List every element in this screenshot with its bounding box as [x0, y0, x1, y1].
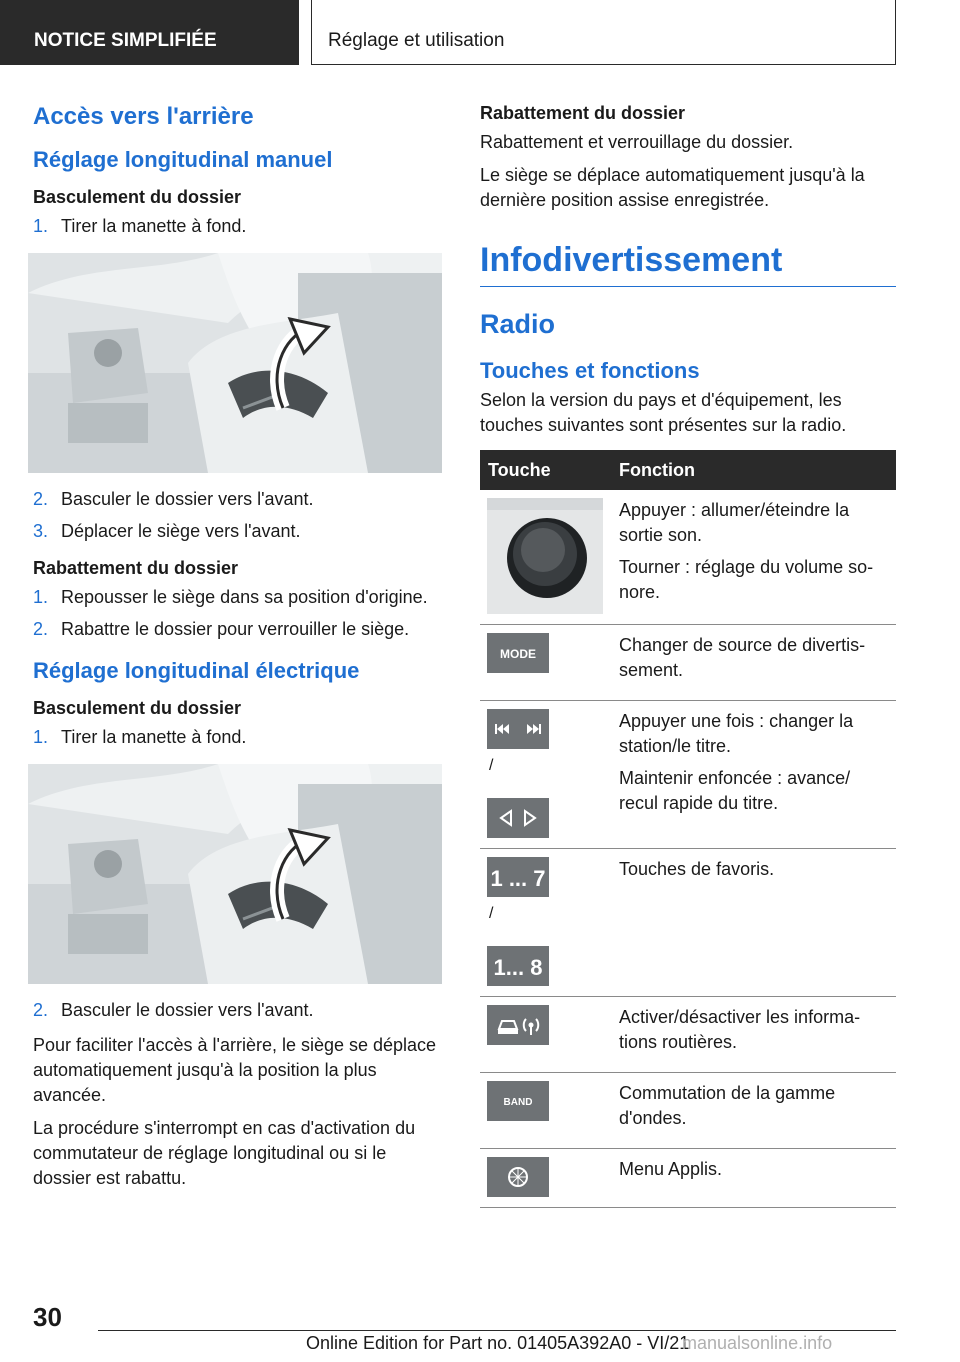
- table-header-row: [480, 450, 896, 490]
- apps-menu-icon: [487, 1157, 549, 1197]
- arrow-buttons-icon: [487, 798, 549, 838]
- table-row: [480, 1073, 896, 1149]
- list-item: 1. Tirer la manette à fond.: [33, 727, 247, 747]
- separator: /: [489, 757, 494, 774]
- footer-divider: [98, 1330, 896, 1331]
- radio-title: Radio: [480, 309, 556, 339]
- volume-knob-icon: [487, 498, 603, 614]
- list-item: 1. Repousser le siège dans sa position d'origine.: [33, 587, 428, 607]
- function-text: Maintenir enfoncée : avance/ recul rapide du titre.: [619, 768, 851, 813]
- table-row: [480, 625, 896, 701]
- list-item: 3. Déplacer le siège vers l'avant.: [33, 521, 301, 541]
- mode-button-icon: [487, 633, 549, 673]
- seat-lever-photo-electric: [28, 764, 442, 984]
- list-item: 2. Basculer le dossier vers l'avant.: [33, 1000, 314, 1020]
- infotainment-title: Infodivertissement: [480, 241, 896, 287]
- favorites-8-icon: [487, 946, 549, 986]
- manual-bascule-steps: [33, 214, 445, 239]
- function-text: Commutation de la gamme d'ondes.: [619, 1083, 836, 1128]
- touches-intro: Selon la version du pays et d'équipement, les touches suivantes sont présentes sur la radio.: [480, 390, 847, 435]
- list-item: 2. Basculer le dossier vers l'avant.: [33, 489, 314, 509]
- band-button-icon: [487, 1081, 549, 1121]
- rabat-title: Rabattement du dossier: [480, 103, 686, 123]
- header-tab: NOTICE SIMPLIFIÉE: [0, 0, 299, 65]
- col-header-touche: Touche: [480, 450, 611, 490]
- function-text: Tourner : réglage du volume sonore.: [619, 557, 874, 602]
- right-column: [480, 103, 896, 1208]
- touches-title: Touches et fonctions: [480, 358, 700, 383]
- electric-bascule-steps-cont: [33, 998, 445, 1023]
- manual-rabat-title: Rabattement du dossier: [33, 558, 239, 578]
- svg-text:1 ... 7: 1 ... 7: [490, 866, 546, 891]
- footer-watermark: manualsonline.info: [682, 1333, 833, 1353]
- svg-text:1... 8: 1... 8: [493, 955, 543, 980]
- table-row: [480, 490, 896, 625]
- left-column: [33, 103, 445, 1199]
- electric-bascule-title: Basculement du dossier: [33, 698, 242, 718]
- col-header-fonction: Fonction: [611, 450, 896, 490]
- electric-paragraph-1: Pour faciliter l'accès à l'arrière, le siège se déplace automatiquement jusqu'à la position la plus avancée.: [33, 1035, 437, 1105]
- manual-rabat-steps: [33, 585, 445, 642]
- table-row: [480, 997, 896, 1073]
- table-row: [480, 1149, 896, 1208]
- header-section: Réglage et utilisation: [311, 0, 896, 65]
- function-text: Appuyer : allumer/éteindre la sortie son.: [619, 500, 850, 545]
- function-text: Changer de source de divertissement.: [619, 635, 866, 680]
- buttons-table: [480, 450, 896, 1208]
- section-title: Accès vers l'arrière: [33, 103, 254, 130]
- separator: /: [489, 905, 494, 922]
- footer-edition: Online Edition for Part no. 01405A392A0 - VI/21: [306, 1333, 690, 1353]
- electric-bascule-steps: [33, 725, 445, 750]
- rabat-paragraph-2: Le siège se déplace automatiquement jusqu'à la dernière position assise enregistrée.: [480, 165, 865, 210]
- list-item: 2. Rabattre le dossier pour verrouiller le siège.: [33, 619, 410, 639]
- electric-adjust-title: Réglage longitudinal électrique: [33, 658, 360, 683]
- list-item: 1. Tirer la manette à fond.: [33, 216, 247, 236]
- function-text: Touches de favoris.: [619, 859, 775, 879]
- electric-paragraph-2: La procédure s'interrompt en cas d'activation du commutateur de réglage longitudinal ou si le dossier est rabattu.: [33, 1118, 416, 1188]
- manual-bascule-steps-cont: [33, 487, 445, 544]
- favorites-7-icon: [487, 857, 549, 897]
- svg-text:BAND: BAND: [503, 1097, 533, 1108]
- page-number: 30: [33, 1302, 62, 1332]
- function-text: Appuyer une fois : changer la station/le titre.: [619, 711, 854, 756]
- seat-lever-photo: [28, 253, 442, 473]
- table-row: [480, 701, 896, 849]
- traffic-info-icon: [487, 1005, 549, 1045]
- manual-bascule-title: Basculement du dossier: [33, 187, 242, 207]
- skip-buttons-icon: [487, 709, 549, 749]
- manual-adjust-title: Réglage longitudinal manuel: [33, 147, 333, 172]
- table-row: [480, 849, 896, 997]
- function-text: Activer/désactiver les informations routières.: [619, 1007, 861, 1052]
- svg-text:MODE: MODE: [500, 647, 536, 661]
- function-text: Menu Applis.: [619, 1159, 723, 1179]
- rabat-paragraph-1: Rabattement et verrouillage du dossier.: [480, 132, 794, 152]
